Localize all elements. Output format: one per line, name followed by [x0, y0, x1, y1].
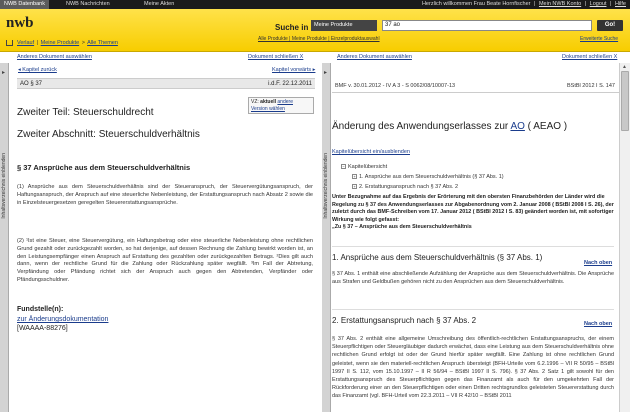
toc-tab-label: Inhaltsverzeichnis einblenden: [323, 153, 329, 219]
document-reference: AO § 37: [20, 81, 43, 87]
separator: |: [610, 1, 612, 7]
left-toc-toggle-tab[interactable]: [0, 63, 9, 412]
product-select[interactable]: Meine Produkte: [311, 20, 377, 31]
vz-label: VZ:: [251, 99, 259, 105]
document-reference: BMF v. 30.01.2012 - IV A 3 - S 0062/08/10007-13: [335, 83, 456, 89]
expand-icon[interactable]: +: [353, 184, 356, 190]
account-area: [420, 0, 626, 9]
document-action-bar: [0, 53, 630, 62]
document-id: [WAAAA-88276]: [17, 325, 68, 332]
ao-link[interactable]: AO: [510, 121, 525, 132]
go-button[interactable]: Go!: [597, 20, 623, 31]
divider: [332, 246, 614, 247]
document-source: BStBl 2012 I S. 147: [566, 83, 615, 89]
search-in-label: Suche in: [275, 23, 309, 32]
breadcrumb-arrow: >: [81, 40, 85, 46]
section-heading-1: 1. Ansprüche aus dem Steuerschuldverhältnis (§ 37 Abs. 1): [332, 253, 543, 262]
search-header: [0, 9, 630, 52]
right-toc-toggle-tab[interactable]: [322, 63, 331, 412]
top-navigation-bar: [0, 0, 630, 9]
expand-icon[interactable]: +: [353, 174, 356, 180]
divider: [332, 309, 614, 310]
expand-arrow-icon: ▸: [324, 70, 328, 76]
nwb-logo[interactable]: nwb: [6, 15, 34, 31]
title-prefix: Änderung des Anwendungserlasses zur: [332, 121, 511, 132]
chapter-overview-toggle[interactable]: Kapitelübersicht ein/ausblenden: [332, 149, 410, 155]
section-text-2: § 37 Abs. 2 enthält eine allgemeine Umschreibung des öffentlich-rechtlichen Erstattungsanspruchs, der einem Steuerpflichtigen oder Steuergläubiger dadurch erwächst, dass eine Leistung aus dem Steuerschuldverhältnis ohne rechtlichen Grund erfolgt ist oder der Grund hierfür später wegfällt. Eine Zahlung ist ohne rechtlichen Grund geleistet, wenn sie den materiell-rechtlichen Anspruch übersteigt (BFH-Urteile vom 6.2.1996 – VII R 50/95 – BStBl 1997 II S. 112, vom 15.10.1997 – II R 56/94 – BStBl 1997 II S. 796). § 37 Abs. 2 Satz 1 gilt sowohl für den Erstattungsanspruch des Steuerpflichtigen gegen das Finanzamt als auch für den umgekehrten Fall der Rückforderung einer an den Steuerpflichtigen oder einen Dritten rechtsgrundlos geleisteten Steuererstattung durch das Finanzamt (vgl. BFH-Urteil vom 22.3.2011 – VII R 42/10 – BStBl 2011: [332, 336, 614, 400]
breadcrumb-meine-produkte[interactable]: Meine Produkte: [40, 40, 80, 46]
toc-tab-label: Inhaltsverzeichnis einblenden: [1, 153, 7, 219]
chapter-forward-link[interactable]: Kapitel vorwärts ▸: [272, 67, 316, 73]
version-box: [248, 97, 314, 114]
paragraph-text: (1) Ansprüche aus dem Steuerschuldverhältnis sind der Steueranspruch, der Steuervergütungsanspruch, der Haftungsanspruch, der Anspruch auf eine steuerliche Nebenleistung, der Erstattungsanspruch nach Absatz 2 sowie die in Einzelsteuergesetzen geregelten Steuererstattungsansprüche.: [17, 184, 313, 206]
paragraph-title: § 37 Ansprüche aus dem Steuerschuldverhältnis: [17, 163, 191, 172]
section-text-1: § 37 Abs. 1 enthält eine abschließende Aufzählung der Ansprüche aus dem Steuerschuldverhältnis. Die Ansprüche aus Strafen und Geldbußen gehören nicht zu den Ansprüchen aus dem Steuerschuldverhältnis.: [332, 271, 614, 286]
scrollbar-thumb[interactable]: [621, 71, 629, 131]
title-suffix: ( AEAO ): [524, 121, 568, 132]
back-to-top-link[interactable]: Nach oben: [584, 260, 613, 266]
document-date: i.d.F. 22.12.2011: [268, 81, 312, 87]
toc-item[interactable]: [332, 182, 612, 192]
separator: |: [534, 1, 536, 7]
breadcrumb-verlauf[interactable]: Verlauf: [17, 40, 35, 46]
document-reference-bar: [332, 80, 619, 93]
right-other-document-link[interactable]: Anderes Dokument auswählen: [337, 54, 412, 60]
back-to-top-link[interactable]: Nach oben: [584, 321, 613, 327]
intro-text: Unter Bezugnahme auf das Ergebnis der Erörterung mit den obersten Finanzbehörden der Länder wird die Regelung zu § 37 des Anwendungserlasses zur Abgabenordnung vom 2. Januar 2008 ( BStBl 2008 I S. 26), der zuletzt durch das BMF-Schreiben vom 17. Januar 2012 ( BStBl 2012 I S. 83) geändert worden ist, mit sofortiger Wirkung wie folgt gefasst: „Zu § 37 – Ansprüche aus dem Steuerschuldverhältnis: [332, 194, 614, 230]
tab-nwb-datenbank[interactable]: NWB Datenbank: [0, 0, 49, 9]
right-close-document-link[interactable]: Dokument schließen X: [562, 54, 618, 60]
product-scope-links[interactable]: Alle Produkte | Meine Produkte | Einzelproduktauswahl: [258, 36, 380, 42]
chapter-overview: [332, 162, 612, 192]
left-close-document-link[interactable]: Dokument schließen X: [248, 54, 304, 60]
choose-version-link[interactable]: andere Version wählen: [251, 99, 293, 112]
vertical-scrollbar[interactable]: [619, 63, 630, 412]
left-other-document-link[interactable]: Anderes Dokument auswählen: [17, 54, 92, 60]
hilfe-link[interactable]: Hilfe: [614, 1, 626, 7]
toc-item-label: 2. Erstattungsanspruch nach § 37 Abs. 2: [359, 184, 459, 190]
document-reference-bar: [17, 78, 315, 89]
toc-root[interactable]: [332, 162, 612, 172]
amendment-documentation-link[interactable]: zur Änderungsdokumentation: [17, 316, 109, 323]
part-heading: Zweiter Teil: Steuerschuldrecht: [17, 107, 154, 118]
document-title: [332, 121, 567, 132]
toc-item-label: 1. Ansprüche aus dem Steuerschuldverhältnis (§ 37 Abs. 1): [359, 174, 504, 180]
sources-heading: Fundstelle(n):: [17, 306, 64, 313]
separator: |: [584, 1, 587, 7]
section-heading-2: 2. Erstattungsanspruch nach § 37 Abs. 2: [332, 316, 477, 325]
tab-meine-akten[interactable]: Meine Akten: [144, 1, 175, 7]
section-heading: Zweiter Abschnitt: Steuerschuldverhältnis: [17, 129, 200, 140]
greeting-text: Herzlich willkommen Frau Beate Hornfischer: [421, 1, 531, 7]
right-document-pane: [332, 63, 619, 412]
breadcrumb-separator: |: [36, 40, 39, 46]
tab-nwb-nachrichten[interactable]: NWB Nachrichten: [66, 1, 110, 7]
left-document-pane: [10, 63, 322, 412]
breadcrumb: [17, 40, 118, 46]
toc-item[interactable]: [332, 172, 612, 182]
home-icon[interactable]: [6, 40, 13, 46]
breadcrumb-alle-themen[interactable]: Alle Themen: [87, 40, 118, 46]
collapse-icon[interactable]: −: [342, 164, 345, 170]
mein-nwb-konto-link[interactable]: Mein NWB Konto: [538, 1, 582, 7]
search-input[interactable]: 37 ao: [382, 20, 592, 31]
paragraph-text: (2) ¹Ist eine Steuer, eine Steuervergütung, ein Haftungsbetrag oder eine steuerliche Nebenleistung ohne rechtlichen Grund gezahlt oder zurückgezahlt worden, so hat derjenige, auf dessen Rechnung die Zahlung bewirkt worden ist, an den Leistungsempfänger einen Anspruch auf Erstattung des gezahlten oder zurückgezahlten Betrags. ²Dies gilt auch dann, wenn der rechtliche Grund für die Zahlung oder Rückzahlung später wegfällt. ³Im Fall der Abtretung, Verpfändung oder Pfändung richtet sich der Anspruch auch gegen den Abtretenden, Verpfänder oder Pfändungsschuldner.: [17, 238, 313, 283]
toc-root-label: Kapitelübersicht: [348, 164, 388, 170]
expand-arrow-icon: ▸: [2, 70, 6, 76]
scroll-up-icon[interactable]: ▲: [622, 64, 627, 70]
logout-link[interactable]: Logout: [589, 1, 607, 7]
chapter-back-link[interactable]: ◂ Kapitel zurück: [18, 67, 57, 73]
extended-search-link[interactable]: Erweiterte Suche: [580, 36, 619, 42]
vz-current: aktuell: [260, 99, 277, 105]
